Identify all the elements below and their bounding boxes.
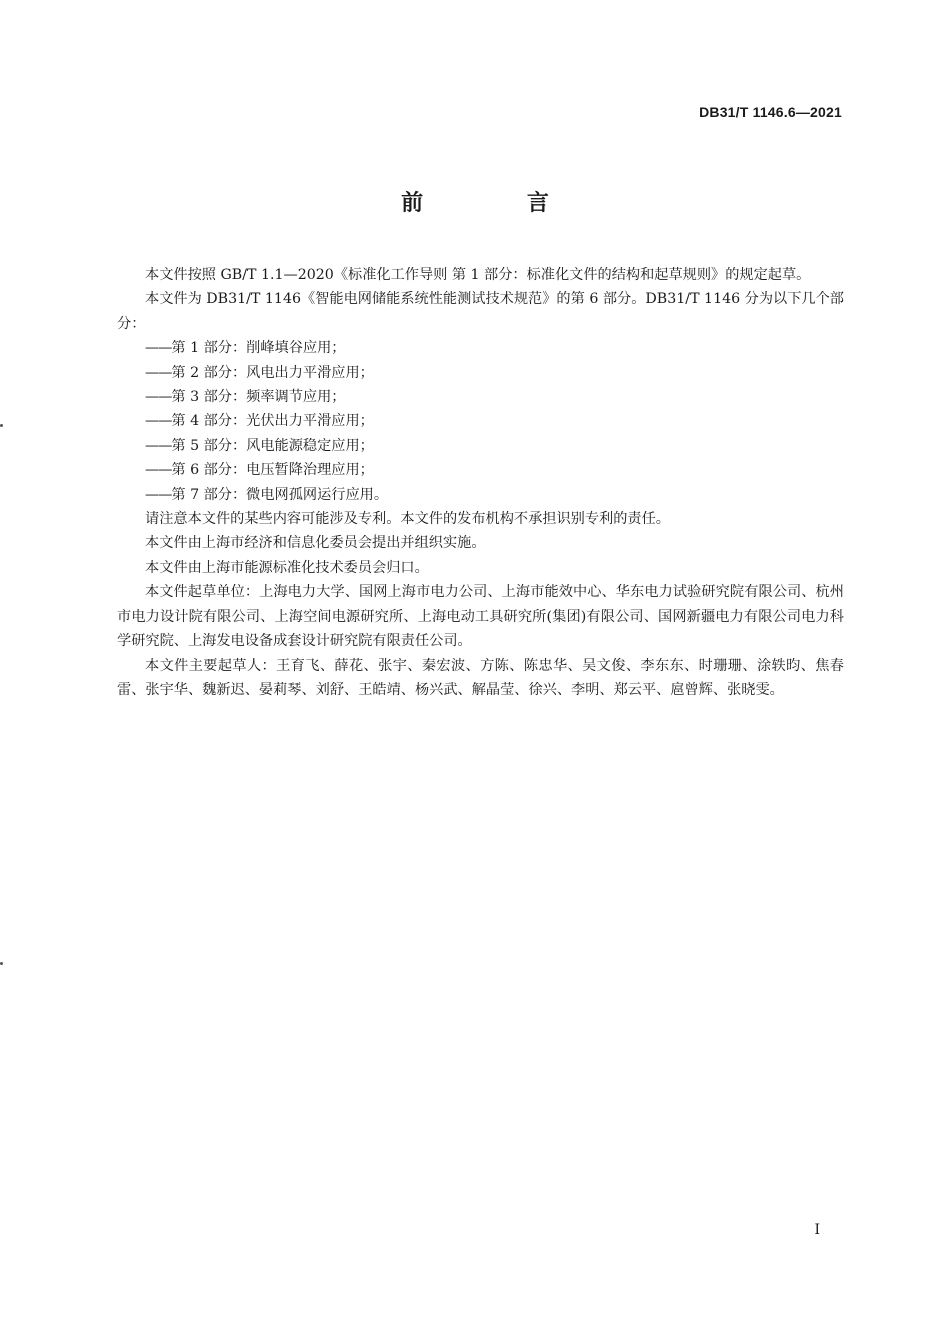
scan-margin-mark	[0, 424, 3, 427]
list-dash: ——	[145, 413, 172, 430]
list-dash: ——	[145, 389, 172, 406]
list-dash: ——	[145, 340, 172, 357]
list-item	[117, 385, 844, 409]
list-item-label: 第 3 部分：频率调节应用；	[171, 389, 346, 406]
document-code: DB31/T 1146.6—2021	[699, 104, 842, 120]
list-item	[117, 458, 844, 482]
list-item-label: 第 5 部分：风电能源稳定应用；	[171, 437, 374, 454]
list-item	[117, 483, 844, 507]
list-dash: ——	[145, 462, 172, 479]
list-dash: ——	[145, 437, 172, 454]
list-dash: ——	[145, 486, 172, 503]
list-item-label: 第 6 部分：电压暂降治理应用；	[171, 462, 374, 479]
list-dash: ——	[145, 364, 172, 381]
list-item-label: 第 4 部分：光伏出力平滑应用；	[171, 413, 374, 430]
paragraph-proposer: 本文件由上海市经济和信息化委员会提出并组织实施。	[145, 535, 486, 552]
list-item-label: 第 7 部分：微电网孤网运行应用。	[171, 486, 389, 503]
paragraph-drafting-units: 本文件起草单位：上海电力大学、国网上海市电力公司、上海市能效中心、华东电力试验研究院有限公司、杭州市电力设计院有限公司、上海空间电源研究所、上海电动工具研究所(集团)有限公司、国网新疆电力有限公司电力科学研究院、上海发电设备成套设计研究院有限责任公司。	[117, 584, 844, 650]
paragraph-drafting-basis: 本文件按照 GB/T 1.1—2020《标准化工作导则 第 1 部分：标准化文件的结构和起草规则》的规定起草。	[145, 267, 811, 283]
page-number: I	[814, 1222, 820, 1238]
scan-margin-mark	[0, 962, 3, 965]
list-item	[117, 409, 844, 433]
list-item	[117, 434, 844, 458]
foreword-body	[117, 263, 844, 702]
list-item	[117, 336, 844, 360]
paragraph-patent-notice: 请注意本文件的某些内容可能涉及专利。本文件的发布机构不承担识别专利的责任。	[145, 511, 670, 528]
paragraph-drafters: 本文件主要起草人：王育飞、薛花、张宇、秦宏波、方陈、陈忠华、吴文俊、李东东、时珊珊、涂轶昀、焦春雷、张宇华、魏新迟、晏莉琴、刘舒、王皓靖、杨兴武、解晶莹、徐兴、李明、郑云平、扈曾辉、张晓雯。	[117, 657, 844, 698]
paragraph-series-intro: 本文件为 DB31/T 1146《智能电网储能系统性能测试技术规范》的第 6 部分。DB31/T 1146 分为以下几个部分：	[117, 291, 844, 332]
paragraph-technical-committee: 本文件由上海市能源标准化技术委员会归口。	[145, 559, 429, 576]
list-item	[117, 361, 844, 385]
page-title: 前 言	[401, 191, 597, 216]
list-item-label: 第 2 部分：风电出力平滑应用；	[171, 364, 374, 381]
list-item-label: 第 1 部分：削峰填谷应用；	[171, 340, 346, 357]
